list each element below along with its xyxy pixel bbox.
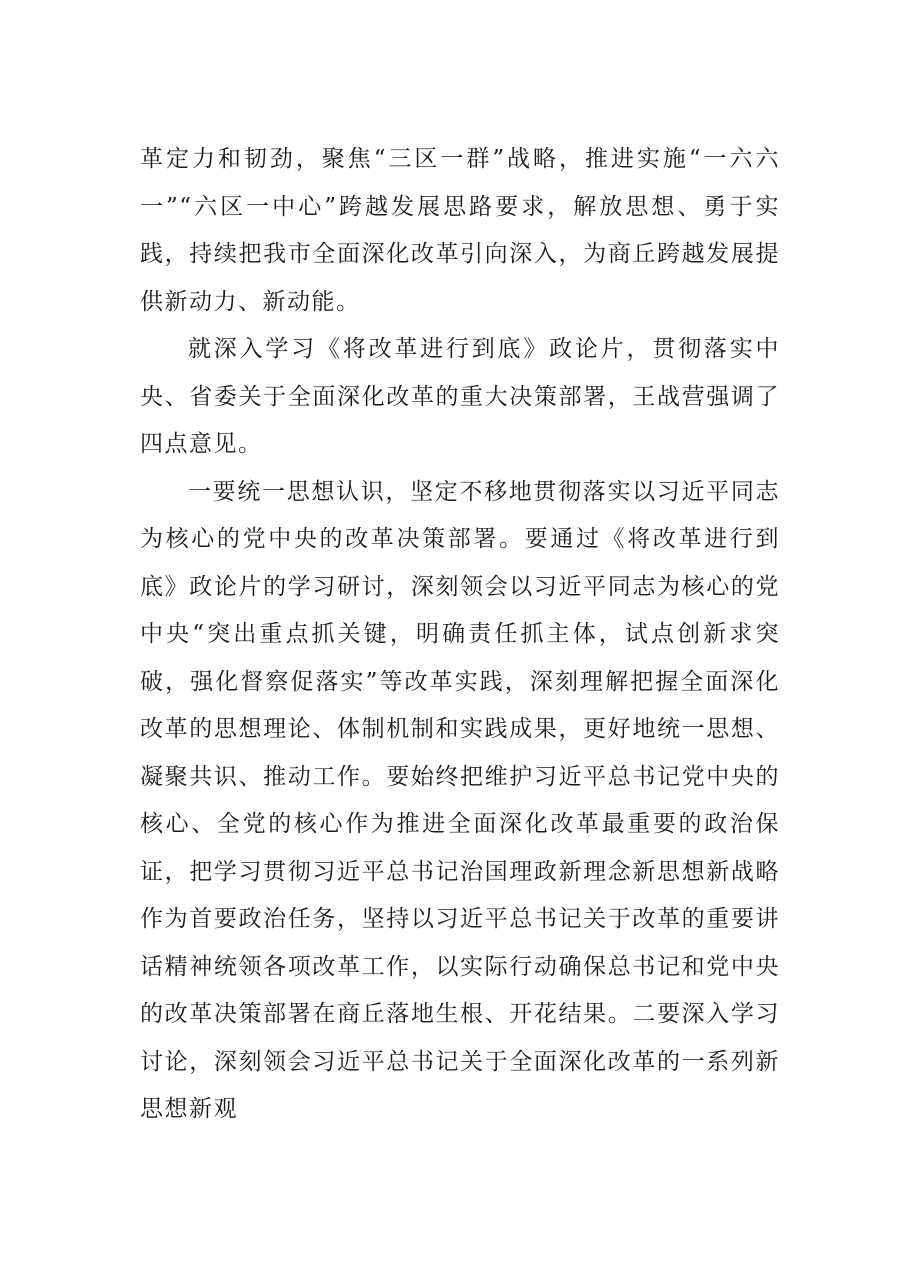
document-body <box>140 136 780 1134</box>
paragraph-2: 就深入学习《将改革进行到底》政论片，贯彻落实中央、省委关于全面深化改革的重大决策部署，王战营强调了四点意见。 <box>140 336 780 457</box>
paragraph-3: 一要统一思想认识，坚定不移地贯彻落实以习近平同志为核心的党中央的改革决策部署。要通过《将改革进行到底》政论片的学习研讨，深刻领会以习近平同志为核心的党中央“突出重点抓关键，明确责任抓主体，试点创新求突破，强化督察促落实”等改革实践，深刻理解把握全面深化改革的思想理论、体制机制和实践成果，更好地统一思想、凝聚共识、推动工作。要始终把维护习近平总书记党中央的核心、全党的核心作为推进全面深化改革最重要的政治保证，把学习贯彻习近平总书记治国理政新理念新思想新战略作为首要政治任务，坚持以习近平总书记关于改革的重要讲话精神统领各项改革工作，以实际行动确保总书记和党中央的改革决策部署在商丘落地生根、开花结果。二要深入学习讨论，深刻领会习近平总书记关于全面深化改革的一系列新思想新观 <box>140 478 780 1122</box>
paragraph-1: 革定力和韧劲，聚焦“三区一群”战略，推进实施“一六六一”“六区一中心”跨越发展思路要求，解放思想、勇于实践，持续把我市全面深化改革引向深入，为商丘跨越发展提供新动力、新动能。 <box>140 146 780 315</box>
